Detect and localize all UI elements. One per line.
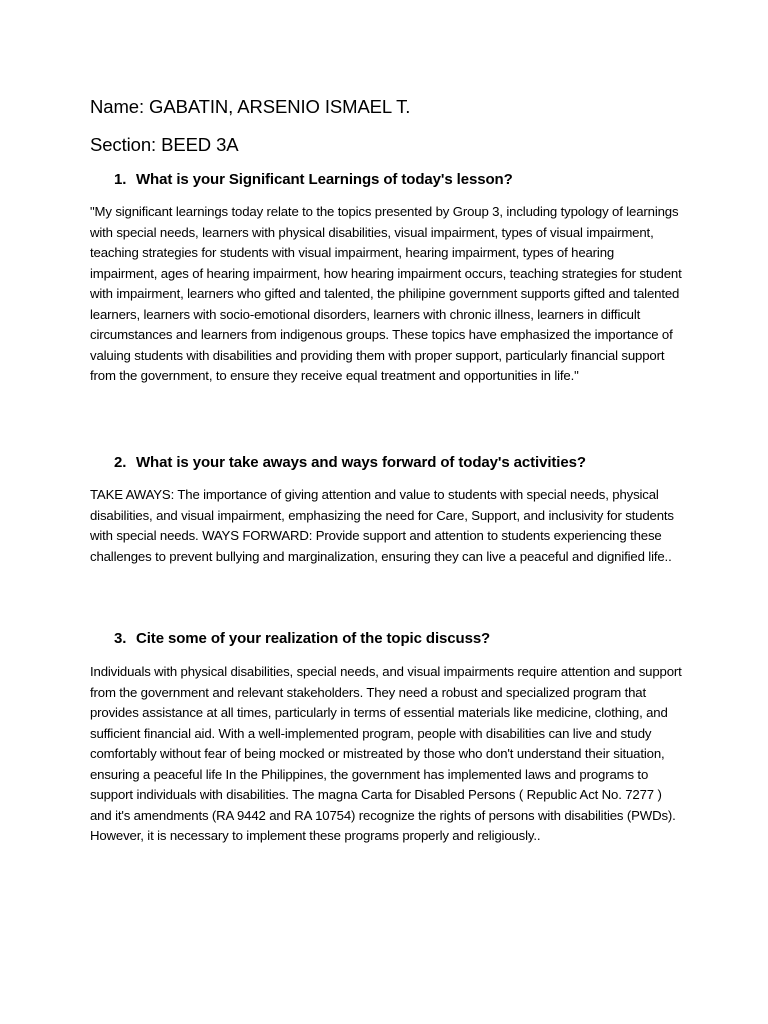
question-1-number: 1.	[114, 171, 127, 188]
section-label: Section:	[90, 134, 157, 155]
question-1-text: What is your Significant Learnings of today's lesson?	[136, 171, 513, 188]
answer-2-paragraph: TAKE AWAYS: The importance of giving attention and value to students with special needs, physical disabilities, and visual impairment, emphasizing the need for Care, Support, and inclusivity for students with special needs. WAYS FORWARD: Provide support and attention to students experiencing these challenges to prevent bullying and marginalization, ensuring they can live a peaceful and dignified life..	[90, 487, 674, 564]
question-3-heading	[114, 628, 490, 650]
name-label: Name:	[90, 96, 144, 117]
question-3-text: Cite some of your realization of the topic discuss?	[136, 630, 491, 647]
question-1-heading	[114, 169, 513, 191]
answer-3-paragraph: Individuals with physical disabilities, special needs, and visual impairments require attention and support from the government and relevant stakeholders. They need a robust and specialized program that provides assistance at all times, particularly in terms of essential materials like medicine, clothing, and sufficient financial aid. With a well-implemented program, people with disabilities can live and study comfortably without fear of being mocked or mistreated by those who don't understand their situation, ensuring a peaceful life In the Philippines, the government has implemented laws and programs to support individuals with disabilities. The magna Carta for Disabled Persons ( Republic Act No. 7277 ) and it's amendments (RA 9442 and RA 10754) recognize the rights of persons with disabilities (PWDs). However, it is necessary to implement these programs properly and religiously..	[90, 664, 682, 843]
question-2-number: 2.	[114, 454, 127, 471]
question-3-number: 3.	[114, 630, 127, 647]
answer-1-paragraph: "My significant learnings today relate to the topics presented by Group 3, including typology of learnings with special needs, learners with physical disabilities, visual impairment, types of visual impairment, teaching strategies for students with visual impairment, hearing impairment, types of hearing impairment, ages of hearing impairment, how hearing impairment occurs, teaching strategies for student with impairment, learners who gifted and talented, the philipine government supports gifted and talented learners, learners with socio-emotional disorders, learners with chronic illness, learners in difficult circumstances and learners from indigenous groups. These topics have emphasized the importance of valuing students with disabilities and providing them with proper support, particularly financial support from the government, to ensure they receive equal treatment and opportunities in life."	[90, 204, 682, 383]
student-name-line	[90, 95, 410, 119]
question-2-text: What is your take aways and ways forward of today's activities?	[136, 454, 586, 471]
section-value: BEED 3A	[161, 134, 239, 155]
name-value: GABATIN, ARSENIO ISMAEL T.	[149, 96, 411, 117]
question-2-heading	[114, 452, 586, 474]
section-line	[90, 133, 239, 157]
